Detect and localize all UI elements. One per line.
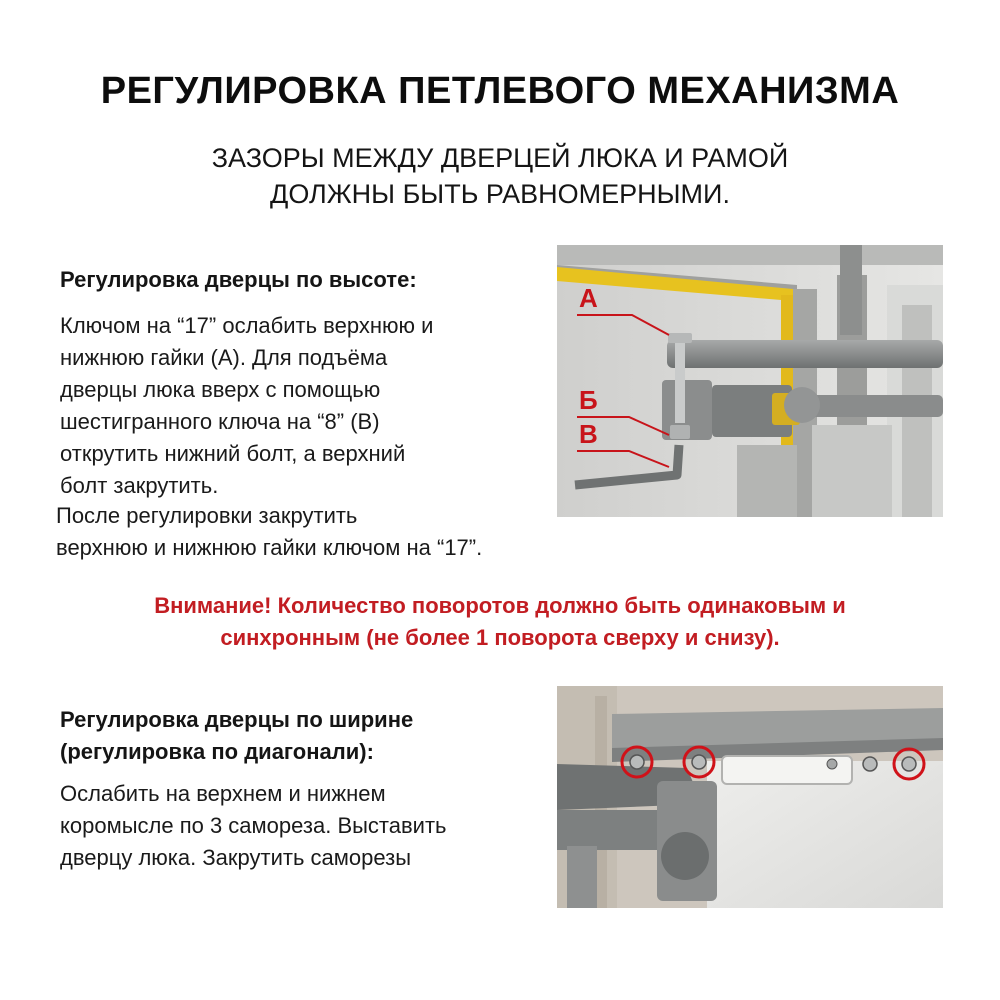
- label-b: Б: [579, 385, 598, 415]
- warning-line-2: синхронным (не более 1 поворота сверху и снизу).: [220, 625, 780, 650]
- subtitle-line-1: ЗАЗОРЫ МЕЖДУ ДВЕРЦЕЙ ЛЮКА И РАМОЙ: [211, 143, 789, 173]
- width-heading-line-1: Регулировка дверцы по ширине: [60, 707, 414, 732]
- page-subtitle: [0, 140, 1000, 212]
- height-text-line: шестигранного ключа на “8” (В): [60, 409, 380, 434]
- height-section-after-text: [56, 500, 482, 564]
- after-text-line: верхнюю и нижнюю гайки ключом на “17”.: [56, 535, 483, 560]
- hinge-mechanism-photo: [557, 245, 943, 517]
- height-section-heading: Регулировка дверцы по высоте:: [60, 267, 417, 292]
- width-section-text: [60, 778, 447, 874]
- label-v: В: [579, 419, 598, 449]
- height-text-line: открутить нижний болт, а верхний: [60, 441, 406, 466]
- height-text-line: нижнюю гайки (А). Для подъёма: [60, 345, 388, 370]
- width-text-line: Ослабить на верхнем и нижнем: [60, 781, 386, 806]
- height-section-text: [60, 310, 433, 502]
- warning-text: [0, 590, 1000, 654]
- warning-line-1: Внимание! Количество поворотов должно быть одинаковым и: [154, 593, 846, 618]
- after-text-line: После регулировки закрутить: [56, 503, 358, 528]
- page-title: РЕГУЛИРОВКА ПЕТЛЕВОГО МЕХАНИЗМА: [100, 70, 900, 112]
- label-a: А: [579, 283, 598, 313]
- height-text-line: дверцы люка вверх с помощью: [60, 377, 381, 402]
- width-text-line: коромысле по 3 самореза. Выставить: [60, 813, 447, 838]
- width-heading-line-2: (регулировка по диагонали):: [60, 739, 374, 764]
- height-text-line: болт закрутить.: [60, 473, 219, 498]
- subtitle-line-2: ДОЛЖНЫ БЫТЬ РАВНОМЕРНЫМИ.: [270, 179, 730, 209]
- width-section-heading: [60, 704, 413, 768]
- rocker-screws-photo: [557, 686, 943, 908]
- height-text-line: Ключом на “17” ослабить верхнюю и: [60, 313, 434, 338]
- width-text-line: дверцу люка. Закрутить саморезы: [60, 845, 412, 870]
